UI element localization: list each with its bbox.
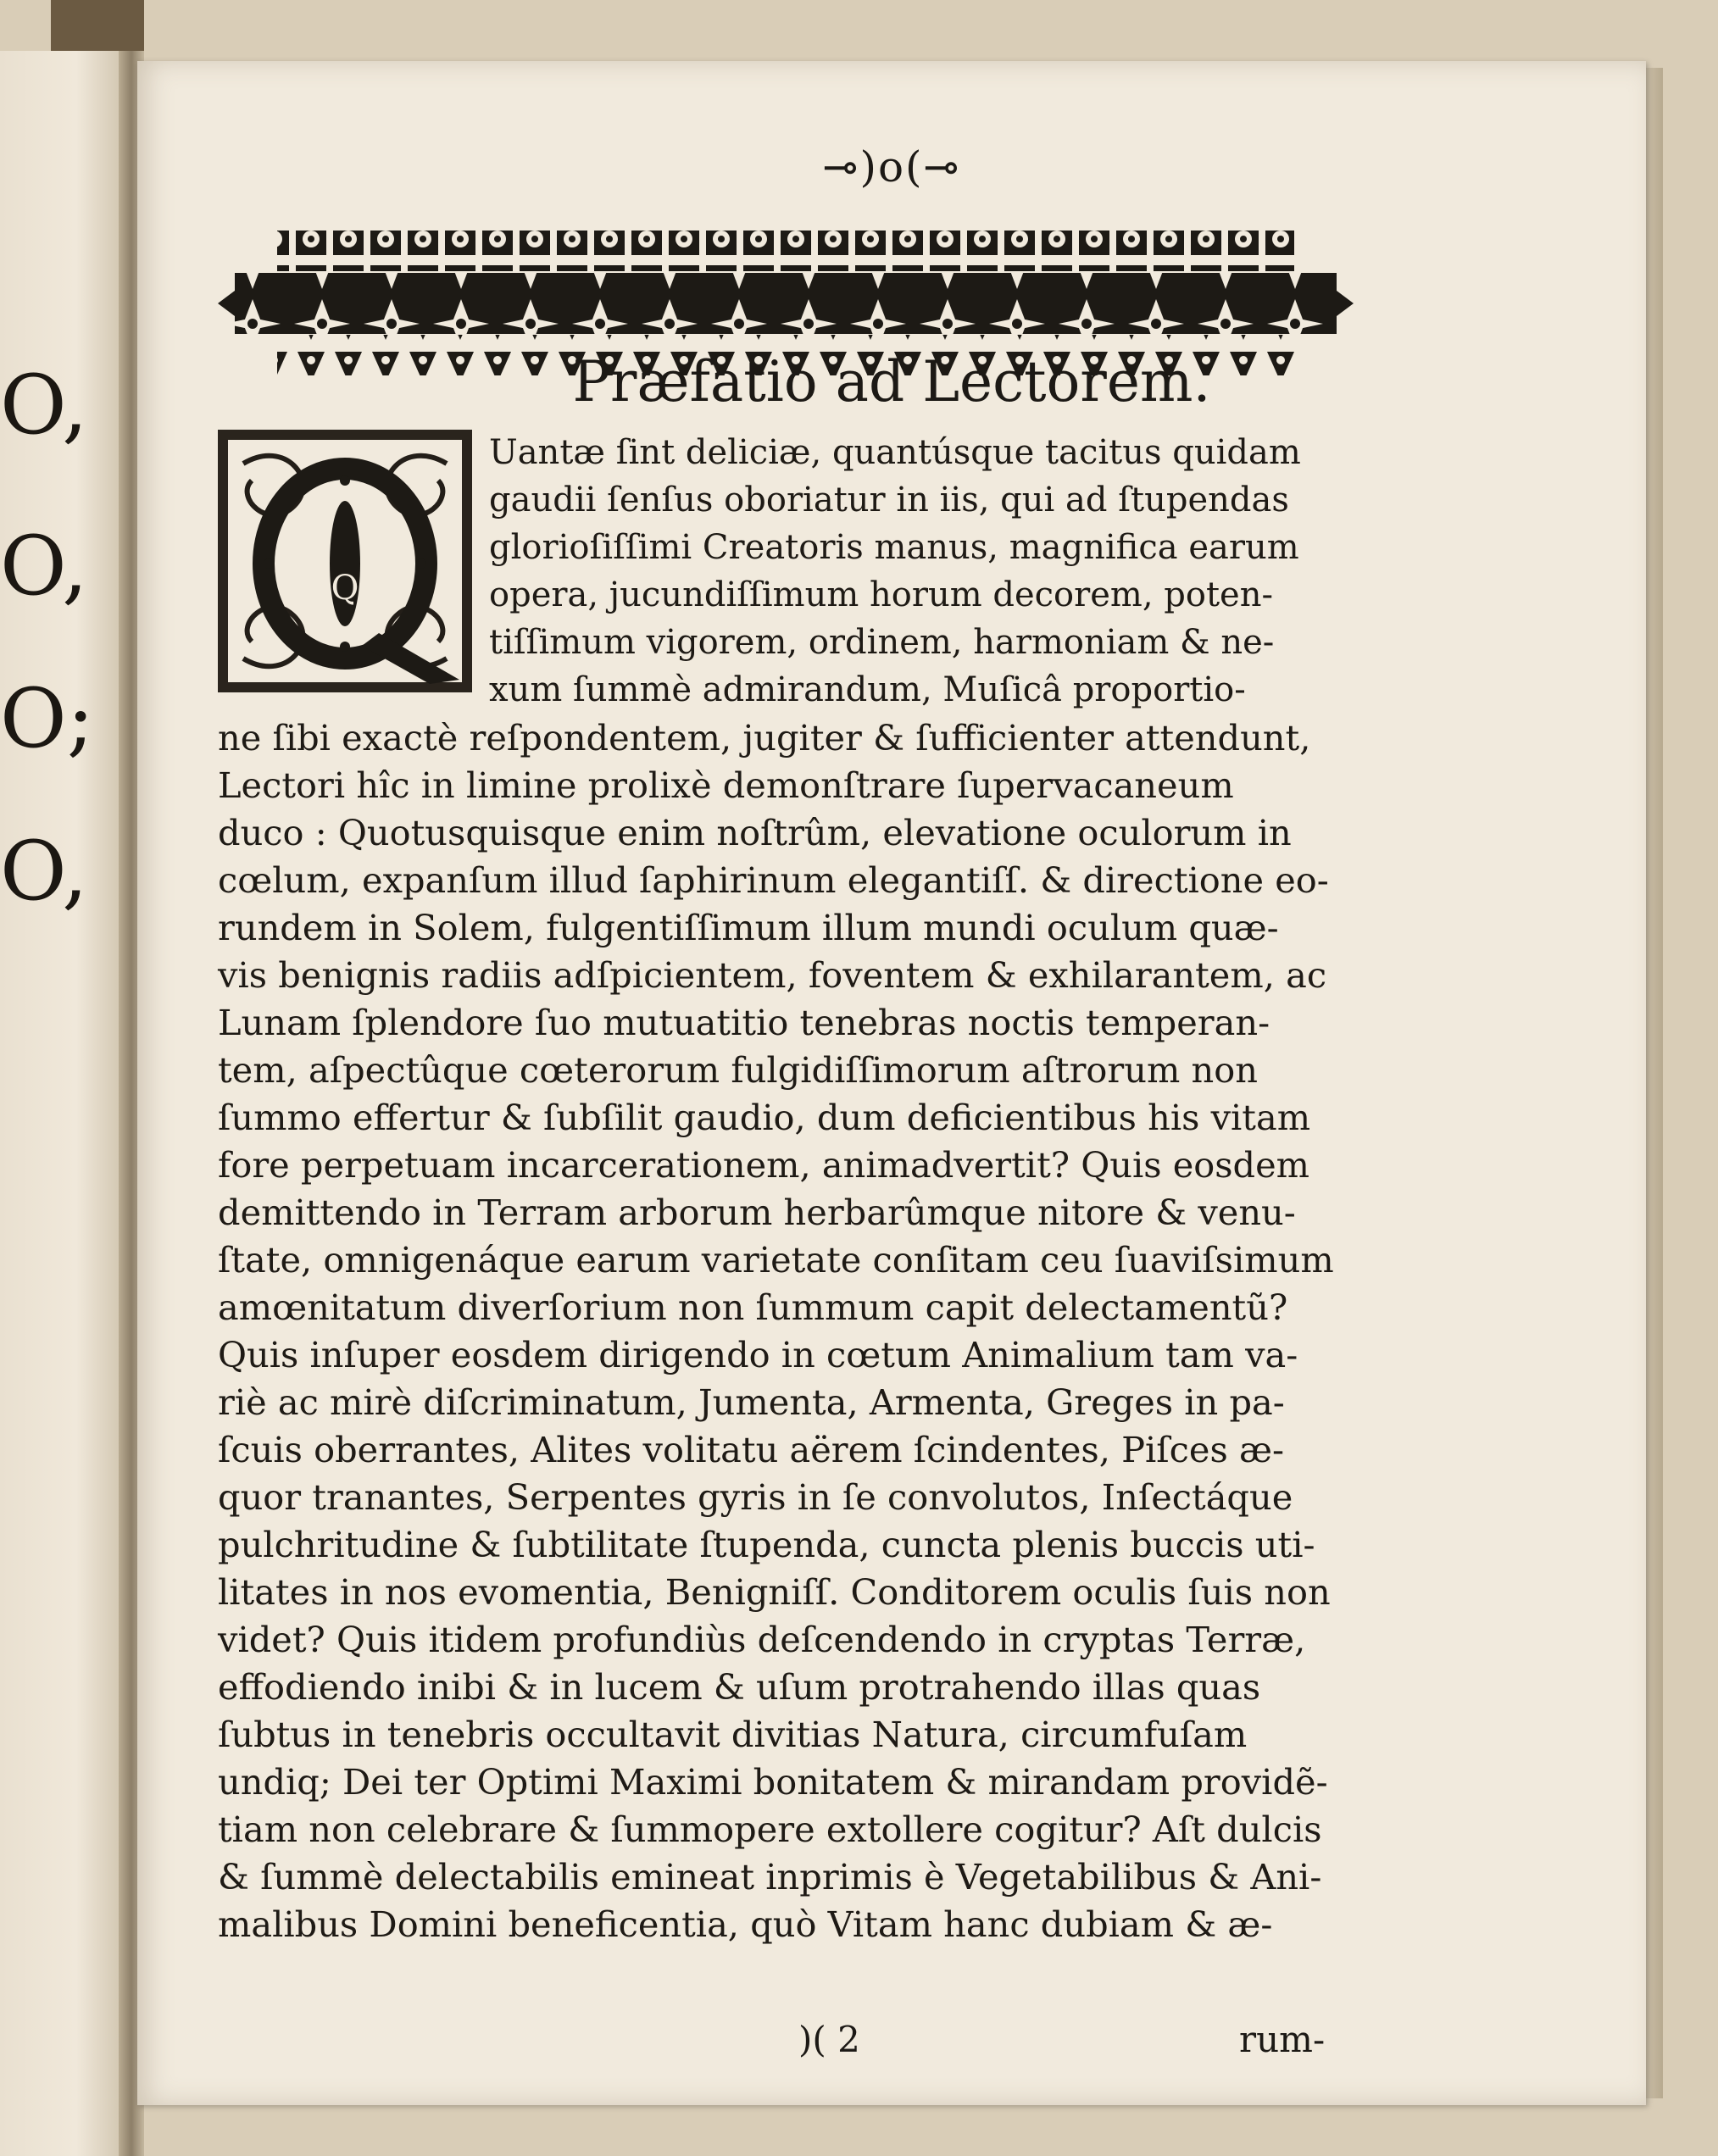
page-fore-edge	[1646, 68, 1663, 2098]
body-line: xum ſummè admirandum, Muſicâ proportio-	[489, 670, 1246, 709]
body-line: Uantæ ſint deliciæ, quantúsque tacitus quidam	[489, 433, 1301, 472]
body-line: malibus Domini beneficentia, quò Vitam hanc dubiam & æ-	[218, 1903, 1273, 1945]
headpiece-ornament	[218, 175, 1354, 379]
body-line: ſubtus in tenebris occultavit divitias Natura, circumfuſam	[218, 1714, 1248, 1755]
body-line: glorioſiſſimi Creatoris manus, magnifica earum	[489, 528, 1299, 567]
body-line: ſtate, omnigenáque earum varietate conſitam ceu ſuaviſsimum	[218, 1239, 1334, 1281]
body-line: videt? Quis itidem profundiùs deſcendendo in cryptas Terræ,	[218, 1619, 1306, 1660]
body-line: ſcuis oberrantes, Alites volitatu aërem ſcindentes, Piſces æ-	[218, 1429, 1284, 1470]
body-line: gaudii ſenſus oboriatur in iis, qui ad ſtupendas	[489, 481, 1289, 520]
book-page	[137, 61, 1646, 2105]
body-line: rundem in Solem, fulgentiſſimum illum mundi oculum quæ-	[218, 907, 1279, 948]
body-line: quor tranantes, Serpentes gyris in ſe convolutos, Inſectáque	[218, 1476, 1293, 1518]
body-line: Quis inſuper eosdem dirigendo in cœtum Animalium tam va-	[218, 1334, 1298, 1375]
body-line: tiſſimum vigorem, ordinem, harmoniam & ne-	[489, 623, 1275, 662]
body-line: opera, jucundiſſimum horum decorem, poten-	[489, 575, 1273, 614]
body-line: tem, aſpectûque cœterorum fulgidiſſimorum aſtrorum non	[218, 1049, 1258, 1091]
drop-cap-letter: Q	[331, 569, 359, 608]
body-line: riè ac mirè diſcriminatum, Jumenta, Armenta, Greges in pa-	[218, 1381, 1285, 1423]
body-line: amœnitatum diverſorium non ſummum capit delectamentũ?	[218, 1286, 1288, 1328]
left-page-glyph: O;	[0, 671, 95, 766]
body-line: duco : Quotusquisque enim noſtrûm, elevatione oculorum in	[218, 812, 1292, 853]
drop-cap-ornament	[218, 430, 472, 692]
body-line: tiam non celebrare & ſummopere extollere cogitur? Aſt dulcis	[218, 1809, 1322, 1850]
page-title: Præfatio ad Lectorem.	[572, 349, 1211, 414]
body-line: ſummo effertur & ſubſilit gaudio, dum deficientibus his vitam	[218, 1097, 1311, 1138]
body-line: cœlum, expanſum illud ſaphirinum elegantiſſ. & directione eo-	[218, 859, 1329, 901]
left-page-glyph: O,	[0, 358, 88, 453]
body-line: & ſummè delectabilis emineat inprimis è Vegetabilibus & Ani-	[218, 1856, 1322, 1898]
body-line: demittendo in Terram arborum herbarûmque nitore & venu-	[218, 1192, 1296, 1233]
signature-mark: )( 2	[798, 2019, 860, 2060]
body-line: vis benignis radiis adſpicientem, foventem & exhilarantem, ac	[218, 954, 1327, 996]
body-line: undiq; Dei ter Optimi Maximi bonitatem & mirandam providẽ-	[218, 1761, 1328, 1803]
body-line: pulchritudine & ſubtilitate ſtupenda, cuncta plenis buccis uti-	[218, 1524, 1315, 1565]
body-line: Lunam ſplendore ſuo mutuatitio tenebras noctis temperan-	[218, 1002, 1270, 1043]
left-page-glyph: O,	[0, 824, 88, 919]
body-line: Lectori hîc in limine prolixè demonſtrare ſupervacaneum	[218, 764, 1234, 806]
page-mark: ⊸)o(⊸	[822, 142, 961, 192]
catchword: rum-	[1239, 2019, 1326, 2060]
body-line: fore perpetuam incarcerationem, animadvertit? Quis eosdem	[218, 1144, 1310, 1186]
body-line: ne ſibi exactè reſpondentem, jugiter & ſufficienter attendunt,	[218, 717, 1311, 758]
left-page-edge	[0, 51, 127, 2156]
left-page-glyph: O,	[0, 519, 88, 614]
body-line: litates in nos evomentia, Benigniſſ. Conditorem oculis ſuis non	[218, 1571, 1331, 1613]
body-line: effodiendo inibi & in lucem & uſum protrahendo illas quas	[218, 1666, 1261, 1708]
